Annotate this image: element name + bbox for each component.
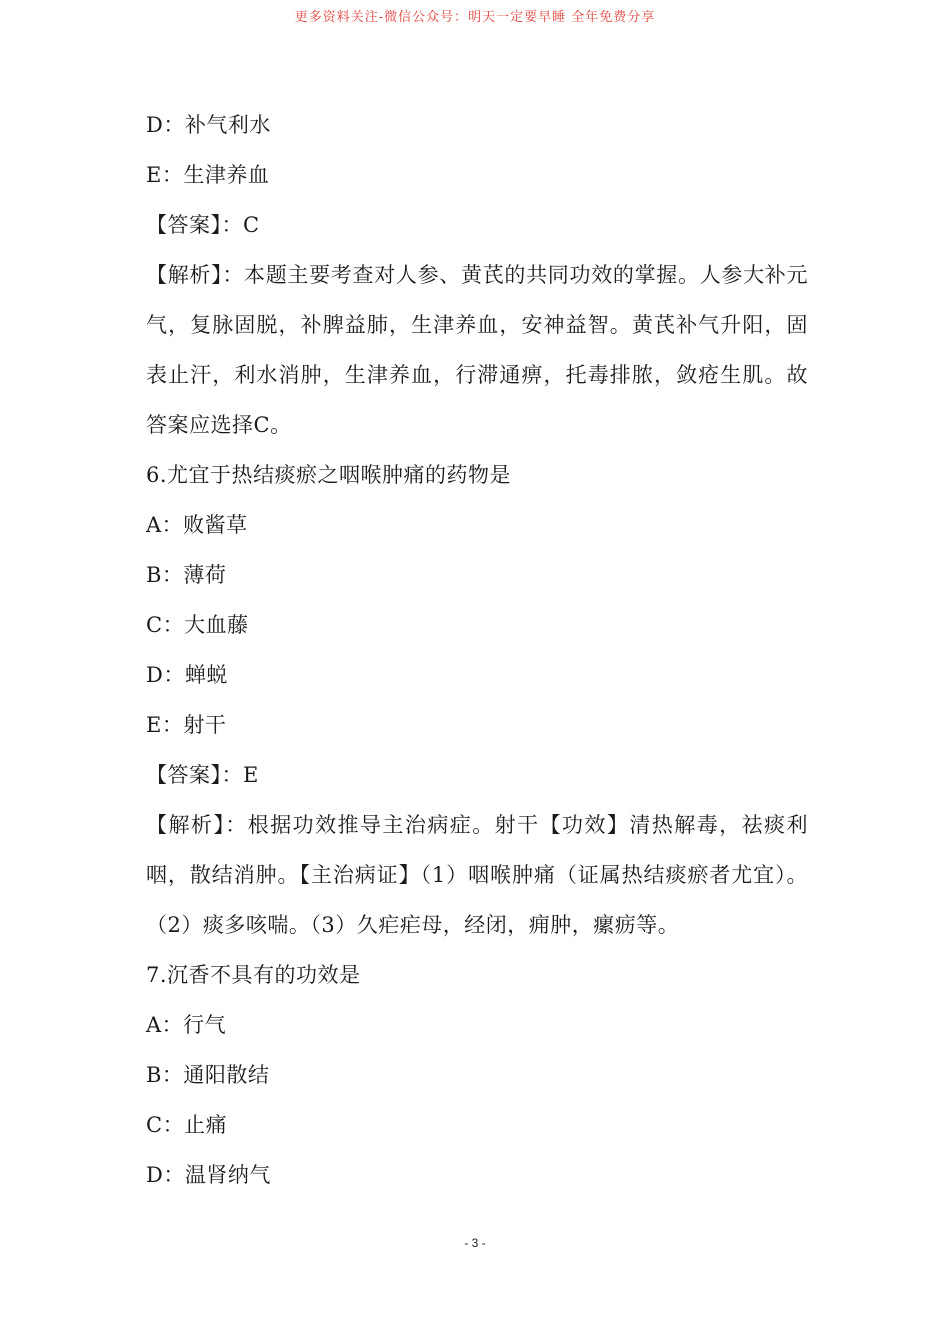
q6-answer <box>146 750 808 800</box>
q7-option-c: C：止痛 <box>146 1113 228 1137</box>
analysis-text: ：根据功效推导主治病症。射干【功效】清热解毒，祛痰利咽，散结消肿。【主治病证】（1）咽喉肿痛（证属热结痰瘀者尤宜）。（2）痰多咳喘。（3）久疟疟母，经闭，痈肿，瘰疬等。 <box>146 813 809 937</box>
document-body <box>146 100 808 1200</box>
answer-value: ：E <box>221 763 259 787</box>
q6-question: 6.尤宜于热结痰瘀之咽喉肿痛的药物是 <box>146 463 512 487</box>
answer-tag: 【答案】 <box>146 213 222 237</box>
analysis-tag: 【解析】 <box>146 263 223 287</box>
q7-option-b: B：通阳散结 <box>146 1063 270 1087</box>
q6-option-c: C：大血藤 <box>146 613 249 637</box>
page-number: - 3 - <box>464 1236 486 1250</box>
analysis-text: ：本题主要考查对人参、黄芪的共同功效的掌握。人参大补元气，复脉固脱，补脾益肺，生津养血，安神益智。黄芪补气升阳，固表止汗，利水消肿，生津养血，行滞通痹，托毒排脓，敛疮生肌。故答案应选择C。 <box>146 263 809 437</box>
q5-option-e: E：生津养血 <box>146 163 270 187</box>
q5-option-d: D：补气利水 <box>146 113 271 137</box>
q5-analysis <box>146 250 808 450</box>
q7-question: 7.沉香不具有的功效是 <box>146 963 361 987</box>
analysis-tag: 【解析】 <box>146 813 226 837</box>
answer-tag: 【答案】 <box>146 763 222 787</box>
header-banner: 更多资料关注-微信公众号：明天一定要早睡 全年免费分享 <box>294 10 656 25</box>
q6-option-e: E：射干 <box>146 713 227 737</box>
q6-option-d: D：蝉蜕 <box>146 663 228 687</box>
q6-analysis <box>146 800 808 950</box>
q7-option-a: A：行气 <box>146 1013 227 1037</box>
answer-value: ：C <box>221 213 260 237</box>
q5-answer <box>146 200 808 250</box>
q6-option-b: B：薄荷 <box>146 563 227 587</box>
q7-option-d: D：温肾纳气 <box>146 1163 271 1187</box>
q6-option-a: A：败酱草 <box>146 513 248 537</box>
